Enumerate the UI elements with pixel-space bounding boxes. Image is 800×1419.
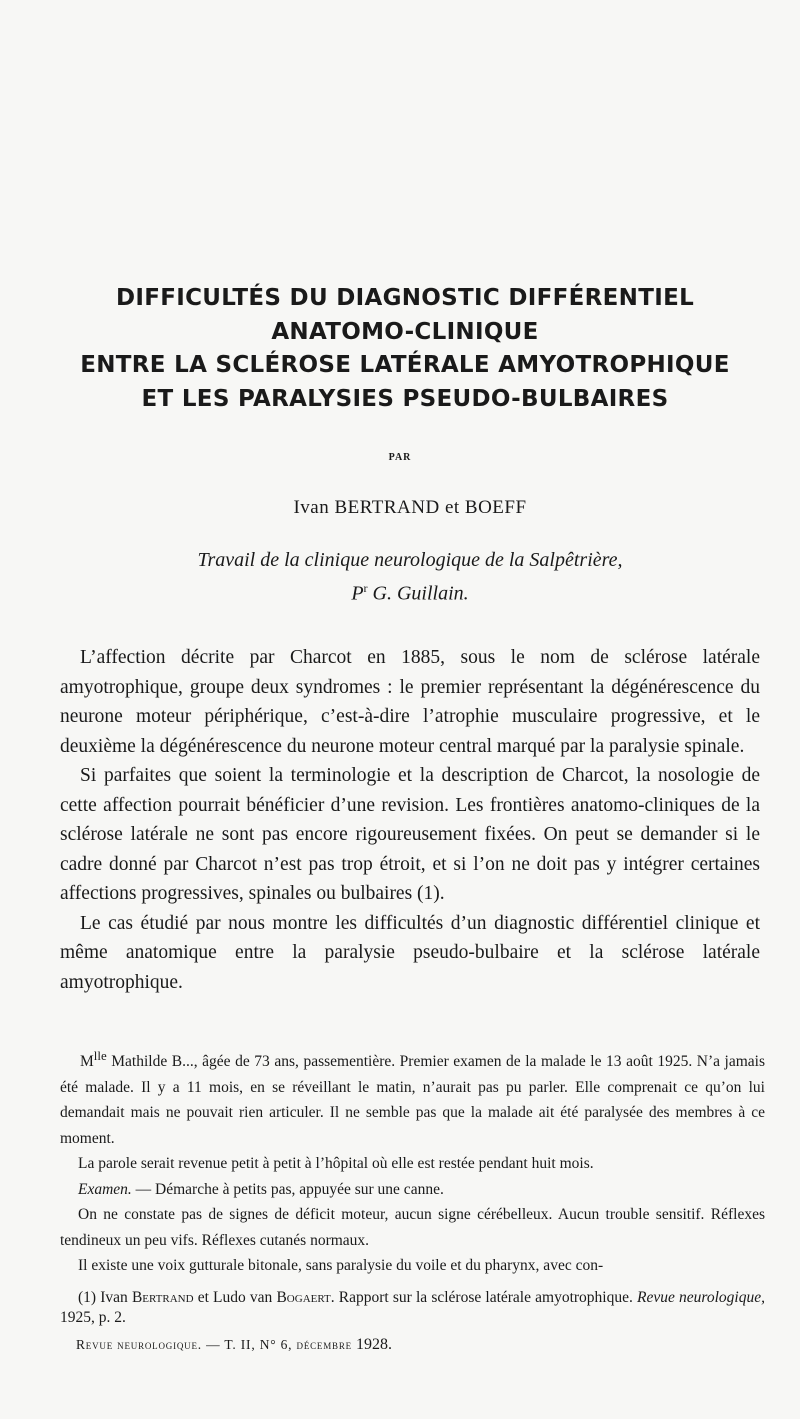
case-paragraph: On ne constate pas de signes de déficit moteur, aucun signe cérébelleux. Aucun trouble sensitif. Réflexes tendineux un peu vifs. Réflexes cutanés normaux. <box>60 1206 765 1249</box>
by-label: PAR <box>388 452 412 463</box>
case-report <box>60 1043 765 1279</box>
paragraph: Le cas étudié par nous montre les difficultés d’un diagnostic différentiel clinique et même anatomique entre la paralysie pseudo-bulbaire et la sclérose latérale amyotrophique. <box>60 912 760 993</box>
footnote-part: . Rapport sur la sclérose latérale amyotrophique. <box>330 1289 638 1306</box>
title-line: ET LES PARALYSIES PSEUDO-BULBAIRES <box>141 385 669 412</box>
case-text: — Démarche à petits pas, appuyée sur une canne. <box>131 1180 444 1198</box>
paragraph: Si parfaites que soient la terminologie et la description de Charcot, la nosologie de cette affection pourrait bénéficier d’une revision. Les frontières anatomo-cliniques de la sclérose latérale ne sont pas encore rigoureusement fixées. On peut se demander si le cadre donné par Charcot n’est pas trop étroit, et si l’on ne doit pas y intégrer certaines affections progressives, spinales ou bulbaires (1). <box>60 765 760 904</box>
authors: Ivan BERTRAND et BOEFF <box>293 497 527 518</box>
paragraph: L’affection décrite par Charcot en 1885, sous le nom de sclérose latérale amyotrophique, groupe deux syndromes : le premier représentant la dégénérescence du neurone moteur périphérique, c’est-à-dire l’atrophie musculaire progressive, et le deuxième la dégénérescence du neurone moteur central marqué par la paralysie spinale. <box>60 647 760 757</box>
issue-year: 1928. <box>351 1336 392 1353</box>
issue-month: décembre <box>296 1337 352 1352</box>
case-paragraph <box>60 1177 765 1203</box>
footnote <box>60 1288 765 1328</box>
footnote-journal: Revue neurologique, <box>637 1289 765 1306</box>
footnote-author: Bogaert <box>276 1289 331 1306</box>
case-paragraph: Il existe une voix gutturale bitonale, sans paralysie du voile et du pharynx, avec con- <box>78 1257 604 1275</box>
footnote-text <box>60 1288 765 1328</box>
affiliation-line: Travail de la clinique neurologique de la Salpêtrière, <box>197 549 623 571</box>
affiliation <box>0 546 800 608</box>
case-paragraph <box>60 1043 765 1151</box>
footnote-author: Bertrand <box>131 1289 194 1306</box>
body-text <box>60 643 760 997</box>
director-name: G. Guillain. <box>367 582 469 605</box>
volume-info: — T. II, N° 6, <box>201 1337 297 1352</box>
case-prefix-sup: lle <box>93 1048 107 1063</box>
professor-abbrev: P <box>351 582 364 605</box>
running-footer <box>76 1336 392 1354</box>
examen-label: Examen. <box>78 1180 132 1198</box>
case-paragraph: La parole serait revenue petit à petit à l’hôpital où elle est restée pendant huit mois. <box>78 1155 594 1173</box>
case-text: Mathilde B..., âgée de 73 ans, passementière. Premier examen de la malade le 13 août 1925. N’a jamais été malade. Il y a 11 mois, en se réveillant le matin, n’aurait pas pu parler. Elle comprenait ce qu’on lui demandait mais ne pouvait rien articuler. Il ne semble pas que la malade ait été paralysée des membres à ce moment. <box>60 1053 765 1147</box>
title-line: ENTRE LA SCLÉROSE LATÉRALE AMYOTROPHIQUE <box>80 352 730 378</box>
footnote-part: et Ludo van <box>193 1289 277 1306</box>
title-line: ANATOMO-CLINIQUE <box>271 318 539 345</box>
footnote-part: (1) Ivan <box>78 1289 132 1306</box>
journal-name: Revue neurologique. <box>76 1337 202 1352</box>
case-prefix: M <box>80 1053 94 1071</box>
title-line: DIFFICULTÉS DU DIAGNOSTIC DIFFÉRENTIEL <box>115 285 695 311</box>
affiliation-director <box>0 574 800 608</box>
footnote-part: 1925, p. 2. <box>60 1309 126 1326</box>
professor-abbrev-sup: r <box>363 581 368 595</box>
article-title <box>60 282 750 416</box>
